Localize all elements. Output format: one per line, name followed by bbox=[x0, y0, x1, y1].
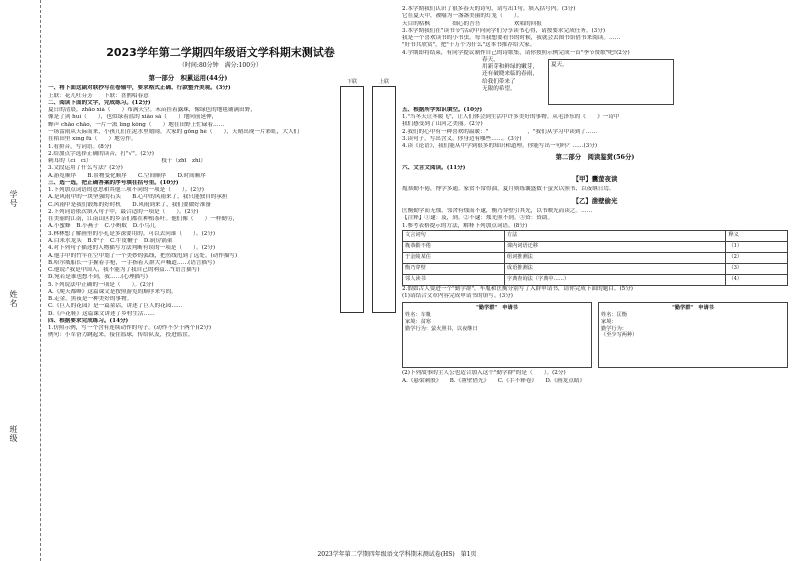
table-row bbox=[403, 252, 788, 263]
section4-heading: 四、根据要求完成练习。(14分) bbox=[48, 317, 129, 324]
section5-heading: 五、根据所学知识填空。(10分) bbox=[402, 106, 483, 113]
class-label: 班级 bbox=[9, 425, 18, 443]
question-line: D.《芦花鞋》这篇课文讲述了乡村生活…… bbox=[48, 310, 155, 317]
example-line: 例句：小军奋力跳起来，接住篮球，传给队友，投进篮筐。 bbox=[48, 332, 194, 339]
binding-margin bbox=[0, 0, 41, 561]
application-card-kuangheng[interactable] bbox=[598, 302, 788, 368]
reading-a-title: 【甲】囊萤夜读 bbox=[572, 175, 618, 184]
question-line: 1.参考表格提示的方法，解释下列加点词语。(8分) bbox=[402, 222, 528, 229]
table-row bbox=[403, 263, 788, 274]
right-column bbox=[402, 6, 788, 544]
answer-cell[interactable]: （3） bbox=[726, 263, 788, 274]
table-cell: 胤恭勤不倦 bbox=[403, 241, 505, 252]
passage-line: 在稻田里 xìng fú（ ）地劳作。 bbox=[48, 136, 137, 143]
question-options: A.《悬梁刺股》 B.《凿壁借光》 C.《手不释卷》 D.《画龙点睛》 bbox=[402, 377, 586, 384]
card-line: 家境：贫寒 bbox=[405, 318, 431, 325]
card-title: "勤学群" 申请书 bbox=[476, 305, 518, 312]
question-line: 3.林林想了解画里的小孔是多深要用的。可以去问谁（ ）。(2分) bbox=[48, 230, 216, 237]
question-line: 3.本学期我们在"读书节"活动中向同学们分享读书心得，请按要求完成任务。(3分) bbox=[402, 27, 606, 34]
question-line: 它在夏天中，被喻为一盏盏美丽的灯笼（ ）。 bbox=[402, 13, 523, 20]
table-cell: 衡乃穿壁 bbox=[403, 263, 505, 274]
question-line: C.他说:"我是中国人，我不能为了我自己的利益…"(语言描写) bbox=[48, 267, 200, 274]
poem-answer-start: 夏天， bbox=[550, 61, 568, 68]
passage-line: 蝉声 chāo chāo，一片一派 líng kǒng（ ）地在田野上忙碌着…… bbox=[48, 121, 225, 128]
question-line: B.走金，黑夜是一种美好的事物。 bbox=[48, 296, 133, 303]
answer-cell[interactable]: （2） bbox=[726, 252, 788, 263]
table-header: 文言词句 bbox=[403, 230, 505, 241]
card-line: 姓名：匡衡 bbox=[601, 312, 627, 319]
poem-line: 春天， bbox=[482, 56, 499, 63]
card-line: （至少写两种） bbox=[601, 332, 638, 339]
table-header: 方法 bbox=[504, 230, 726, 241]
reading-b-text: 匡衡勤学而无烛，邻舍有烛而不逮，衡乃穿壁引其光，以书映光而读之。…… bbox=[402, 207, 593, 214]
page-footer: 2023学年第二学期四年级语文学科期末测试卷(HS) 第1页 bbox=[317, 551, 477, 558]
question-line: 我们感受到了山河之美丽。(2分) bbox=[402, 121, 483, 128]
application-cards bbox=[402, 302, 788, 368]
table-cell: 组词推测法 bbox=[504, 252, 726, 263]
question-line: 我是一个喜欢读书的小书虫。每当我想要看书的时候，我就会去图书馆借书来阅读。…… bbox=[402, 35, 621, 42]
question-line: 在美丽的江南，江南山区的乡亲们都在种植茶叶。他们像（ ）一样勤劳， bbox=[48, 216, 239, 223]
card-line: 勤学行为： bbox=[601, 325, 627, 332]
answer-cell[interactable]: （1） bbox=[726, 241, 788, 252]
table-cell: 课内词语迁移 bbox=[504, 241, 726, 252]
question: 1.看拼音，写词语。(8分) bbox=[48, 143, 112, 150]
table-header-row bbox=[403, 230, 788, 241]
exam-title: 2023学年第二学期四年级语文学科期末测试卷 bbox=[106, 46, 335, 59]
application-card-chenyin bbox=[402, 302, 592, 368]
part1-heading: 第一部分 积累运用(44分) bbox=[148, 74, 228, 83]
question-line: 3.读句子，写出含义。你身边有哪些……。(3分) bbox=[402, 135, 522, 142]
question-line: 1."当冬天让冬暖飞"，让人们体会到生活中许多美好的事物。从毛泽东的《 》一诗中 bbox=[402, 114, 620, 121]
poem-line: 给我们带来了 bbox=[482, 78, 516, 85]
couplet-scroll-left[interactable] bbox=[340, 79, 364, 313]
poem-answer-box[interactable] bbox=[548, 59, 674, 105]
question-line: 4.对下列句子描述的人物描写方法判断有误的一项是（ ）。(2分) bbox=[48, 245, 216, 252]
student-name-label: 姓名 bbox=[9, 290, 18, 308]
card-title: "勤学群" 申请书 bbox=[672, 305, 714, 312]
table-row bbox=[403, 274, 788, 285]
question-line: (2)下列故事的主人公也适合加入这个"勤学群"的是（ ）。(2分) bbox=[402, 370, 566, 377]
reading-notes: 【注释】①逮：及，到。②不逮：烛光照不到。③资：资助。 bbox=[402, 215, 554, 222]
section1-couplet: 上联：花儿吐芬芳 下联：喜鹊唱春意 bbox=[48, 92, 149, 99]
card-line: 姓名：车胤 bbox=[405, 312, 431, 319]
table-header: 释义 bbox=[726, 230, 788, 241]
question-line: "好书共欣赏"，把"十万个为什么"这本书推荐给大家。 bbox=[402, 42, 536, 49]
part2-heading: 第二部分 阅读鉴赏(56分) bbox=[555, 153, 635, 162]
section6-heading: 六、文言文阅读。(11分) bbox=[402, 164, 466, 171]
question-line: 2.我们的心中有一种喜欢的温暖：" ，"我们从学习中读到了…… bbox=[402, 128, 598, 135]
section2-heading: 二、阅读下面的文字，完成练习。(12分) bbox=[48, 99, 151, 106]
question-line: B.哈尔威船长一手握着手枪，一手指着人群大声喊道……(语言描写) bbox=[48, 259, 215, 266]
question-line: A.小蜜蜂 B.小燕子 C.小蚂蚁 D.小鸟儿 bbox=[48, 223, 156, 230]
question-line: 5.下列说法中正确的一项是（ ）。(2分) bbox=[48, 281, 154, 288]
question-line: A.是风雨中的一块坚强的石头 B.心中的风雨来了，我只能独自的承担 bbox=[48, 194, 228, 201]
table-cell: 成语推测法 bbox=[504, 263, 726, 274]
question-line: 2.下列词语依次填入句子中，最合适的一项是（ ）。(2分) bbox=[48, 208, 199, 215]
question-line: C.风雨中是我们锻炼的好时机 D.风雨到来了，我们要做好准备 bbox=[48, 201, 211, 208]
question-line: A.白米水龙头 B.炉子 C.牛皮鞭子 D.厨房锅架 bbox=[48, 238, 173, 244]
table-cell: 邻人读书 bbox=[403, 274, 505, 285]
passage-line: 一场雷雨从天际而来，小孩儿们在泥水里嬉闹。大家的 gōng hè（ ），天晴出现一片彩虹，大人们 bbox=[48, 129, 300, 136]
question-line: 2.假如古人要进一个"勤学群"，车胤和匡衡分别写了入群申请书，请你完成下面的题目。(5分) bbox=[402, 285, 633, 292]
question-line: 4.读《论语》，我们能从中学到很多的知识和道理。你能写出一句吗？……(3分) bbox=[402, 143, 598, 150]
question-line: 天目的枯枫 细心的吾吾 欢唱的回报 bbox=[402, 20, 542, 27]
reading-b-title: 【乙】凿壁偷光 bbox=[572, 196, 618, 205]
passage-line: 像是了剑 huí（ ），也似绿着蓝的 xiǎo sǎ（ ）地向前延伸， bbox=[48, 114, 218, 121]
table-row bbox=[403, 241, 788, 252]
question-line: (1)请结合文章内容完成申请书的填写。(3分) bbox=[402, 293, 513, 300]
card-line: 家境： bbox=[601, 318, 617, 325]
couplet-right-label: 上联 bbox=[378, 79, 389, 85]
passage-line: 夏日的清晨，zhāo xiá（ ）布满天空。禾苗挂着露珠，像绿色的地毯铺满田野， bbox=[48, 107, 256, 114]
poem-example bbox=[402, 57, 538, 107]
question-line: D.宛若是谁也想不到，我……(心理描写) bbox=[48, 274, 148, 281]
couplet-scroll-right[interactable] bbox=[372, 79, 396, 313]
poem-area bbox=[402, 57, 788, 107]
poem-line: 无限的希望。 bbox=[482, 85, 516, 92]
question: 2.给加点字选择正确的读音，打"√"。(2分) bbox=[48, 150, 154, 157]
section3-heading: 三、选一选，把正确答案的序号填在括号里。(10分) bbox=[48, 179, 179, 186]
poem-line: 用新芽和鲜绿的嫩芽， bbox=[482, 64, 538, 71]
question: 3.文段运用了什么写法？(2分) bbox=[48, 165, 123, 172]
left-text-area bbox=[48, 74, 328, 180]
couplet-left-label: 下联 bbox=[346, 79, 357, 85]
student-id-label: 学号 bbox=[9, 190, 18, 208]
section1-heading: 一、将下面这副对联抄写在卷轴中，要求格式正确、行款整齐美观。(3分) bbox=[48, 85, 231, 92]
question-line: A.他手中的竹竿在空中划了一个美妙的弧线，把鱼线甩到了远处。(动作描写) bbox=[48, 252, 238, 259]
table-cell: 字典查询法（字典中……） bbox=[504, 274, 726, 285]
vocab-table bbox=[402, 230, 788, 286]
exam-subtitle: （时间:80分钟 满分:100分） bbox=[178, 62, 263, 70]
question-line: 1.下列加点词语的意思和其他三项不同的一项是（ ）。(2分) bbox=[48, 187, 204, 194]
question-line: 4.学期即将结束，有同学提议制作自己的诗歌集，请你按照示例完成一首"季节赞歌"吧!(2分) bbox=[402, 49, 630, 56]
question-options: A.游览顺序 B.景物变化顺序 C.空间顺序 D.时间顺序 bbox=[48, 172, 206, 179]
answer-cell[interactable]: （4） bbox=[726, 274, 788, 285]
question-line: 2.本学期我们认识了很多春天的诗句，请写出1句。填入括号内。(3分) bbox=[402, 6, 576, 12]
question-line: C.《巨人的花园》是一篇童话，讲述了巨人的花园…… bbox=[48, 303, 183, 310]
question-items: 刺耳的（cì cí） 枝干（zhī zhǐ） bbox=[48, 158, 206, 165]
question-line: A.《爬天都峰》这篇课文是按照游览的顺序来写的。 bbox=[48, 288, 177, 295]
table-cell: 于金陵某住 bbox=[403, 252, 505, 263]
poem-line: 还有破晓来临的春雨， bbox=[482, 71, 538, 78]
card-line: 勤学行为：萤火照书，以夜继日 bbox=[405, 325, 478, 332]
question-line: 1.仿照示例，写一个含有连续动作的句子。(动作不少于两个)(2分) bbox=[48, 325, 212, 332]
reading-a-text: 胤恭勤不倦，博学多通。家贫不常得油，夏月则练囊盛数十萤火以照书，以夜继日焉。 bbox=[402, 186, 615, 193]
